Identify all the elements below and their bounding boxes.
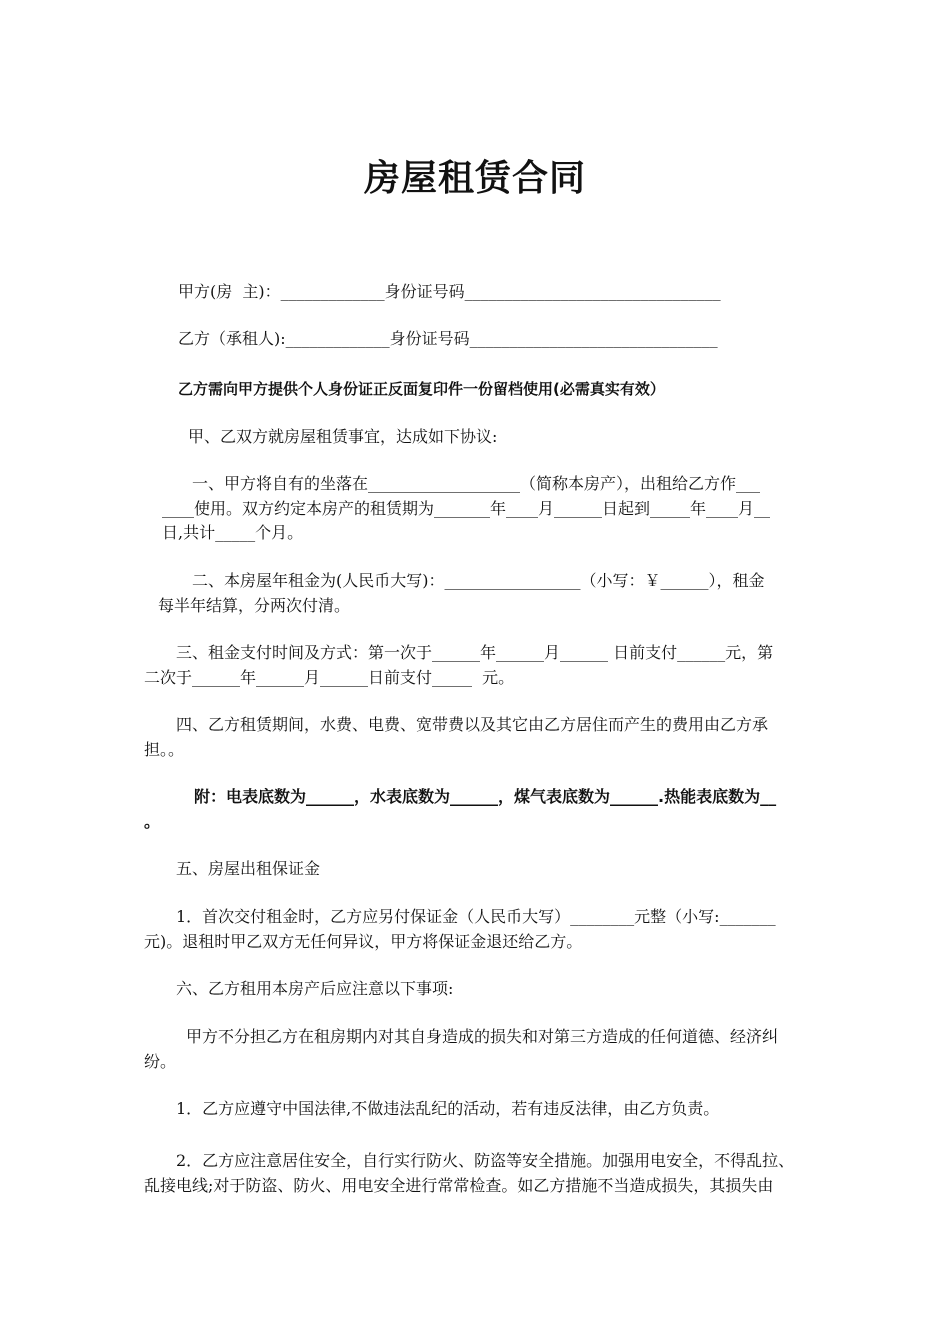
clause-2-line-1: 二、本房屋年租金为(人民币大写)：_________________（小写：￥______），租金: [192, 571, 765, 590]
intro-line: 甲、乙双方就房屋租赁事宜，达成如下协议:: [188, 427, 498, 446]
clause-1-line-3: 日,共计_____个月。: [162, 523, 304, 542]
clause-6-item-1: 1．乙方应遵守中国法律,不做违法乱纪的活动，若有违反法律，由乙方负责。: [176, 1099, 720, 1118]
clause-1-line-2: ____使用。双方约定本房产的租赁期为_______年____月______日起到_____年____月__: [162, 499, 771, 518]
clause-5-1-line-2: 元)。退租时甲乙双方无任何异议，甲方将保证金退还给乙方。: [144, 932, 583, 951]
party-b-line: 乙方（承租人):_____________身份证号码_______________________________: [178, 329, 718, 348]
clause-6-intro-line-1: 甲方不分担乙方在租房期内对其自身造成的损失和对第三方造成的任何道德、经济纠: [186, 1027, 779, 1046]
document-title: 房屋租赁合同: [363, 158, 586, 199]
clause-3-line-1: 三、租金支付时间及方式：第一次于______年______月______ 日前支付______元，第: [176, 643, 774, 662]
party-a-line: 甲方(房 主)：_____________身份证号码________________________________: [178, 282, 721, 301]
clause-4-line-1: 四、乙方租赁期间，水费、电费、宽带费以及其它由乙方居住而产生的费用由乙方承: [176, 715, 769, 734]
clause-5-1-line-1: 1．首次交付租金时，乙方应另付保证金（人民币大写）________元整（小写:_______: [176, 907, 776, 926]
clause-6-heading: 六、乙方租用本房产后应注意以下事项:: [176, 979, 454, 998]
clause-6-intro-line-2: 纷。: [144, 1052, 177, 1071]
clause-1-line-1: 一、甲方将自有的坐落在___________________（简称本房产），出租给乙方作___: [192, 474, 761, 493]
meter-readings-line-2: 。: [144, 812, 161, 831]
id-notice: 乙方需向甲方提供个人身份证正反面复印件一份留档使用(必需真实有效）: [178, 380, 665, 398]
clause-4-line-2: 担。。: [144, 740, 185, 759]
clause-5-heading: 五、房屋出租保证金: [176, 859, 321, 878]
clause-3-line-2: 二次于______年______月______日前支付_____ 元。: [144, 668, 515, 687]
clause-2-line-2: 每半年结算，分两次付清。: [158, 596, 351, 615]
meter-readings-line-1: 附：电表底数为______，水表底数为______，煤气表底数为______.热能表底数为__: [194, 787, 777, 806]
clause-6-item-2-line-1: 2．乙方应注意居住安全，自行实行防火、防盗等安全措施。加强用电安全，不得乱拉、: [176, 1151, 795, 1170]
clause-6-item-2-line-2: 乱接电线;对于防盗、防火、用电安全进行常常检查。如乙方措施不当造成损失，其损失由: [144, 1176, 774, 1195]
